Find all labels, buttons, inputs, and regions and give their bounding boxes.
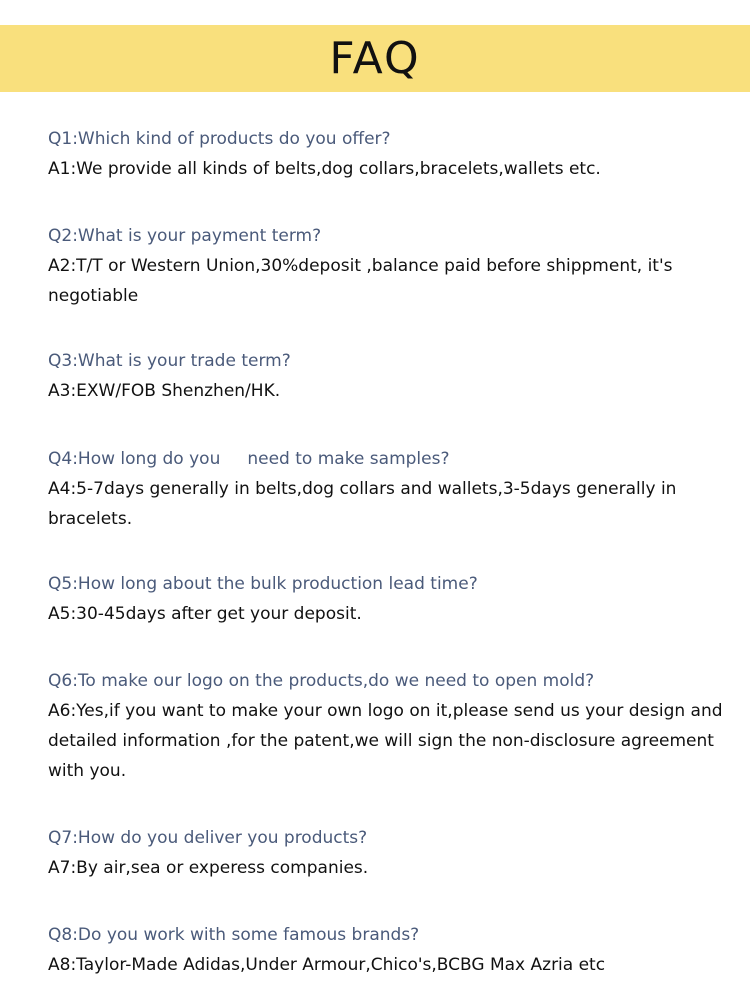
faq-question: Q8:Do you work with some famous brands? — [48, 925, 420, 945]
faq-answer: A2:T/T or Western Union,30%deposit ,balance paid before shippment, it's negotiable — [48, 256, 673, 306]
faq-question: Q2:What is your payment term? — [48, 226, 322, 246]
faq-item-4 — [48, 444, 728, 534]
faq-item-7 — [48, 823, 728, 883]
faq-answer: A7:By air,sea or experess companies. — [48, 858, 369, 878]
faq-question: Q7:How do you deliver you products? — [48, 828, 368, 848]
faq-item-3 — [48, 346, 728, 406]
faq-question: Q6:To make our logo on the products,do we need to open mold? — [48, 671, 595, 691]
faq-answer: A5:30-45days after get your deposit. — [48, 604, 362, 624]
faq-answer: A1:We provide all kinds of belts,dog collars,bracelets,wallets etc. — [48, 159, 601, 179]
faq-question: Q1:Which kind of products do you offer? — [48, 129, 391, 149]
faq-item-1 — [48, 124, 728, 184]
faq-item-6 — [48, 666, 728, 786]
page-title: FAQ — [329, 33, 421, 84]
faq-header-banner — [0, 25, 750, 92]
faq-question: Q4:How long do you need to make samples? — [48, 449, 450, 469]
faq-item-5 — [48, 569, 728, 629]
faq-answer: A4:5-7days generally in belts,dog collars and wallets,3-5days generally in bracelets. — [48, 479, 677, 529]
faq-answer: A3:EXW/FOB Shenzhen/HK. — [48, 381, 281, 401]
faq-question: Q3:What is your trade term? — [48, 351, 291, 371]
faq-item-2 — [48, 221, 728, 311]
faq-answer: A6:Yes,if you want to make your own logo on it,please send us your design and detailed information ,for the patent,we will sign the non-disclosure agreement with you. — [48, 701, 723, 781]
faq-answer: A8:Taylor-Made Adidas,Under Armour,Chico's,BCBG Max Azria etc — [48, 955, 606, 975]
faq-question: Q5:How long about the bulk production lead time? — [48, 574, 478, 594]
faq-item-8 — [48, 920, 728, 980]
